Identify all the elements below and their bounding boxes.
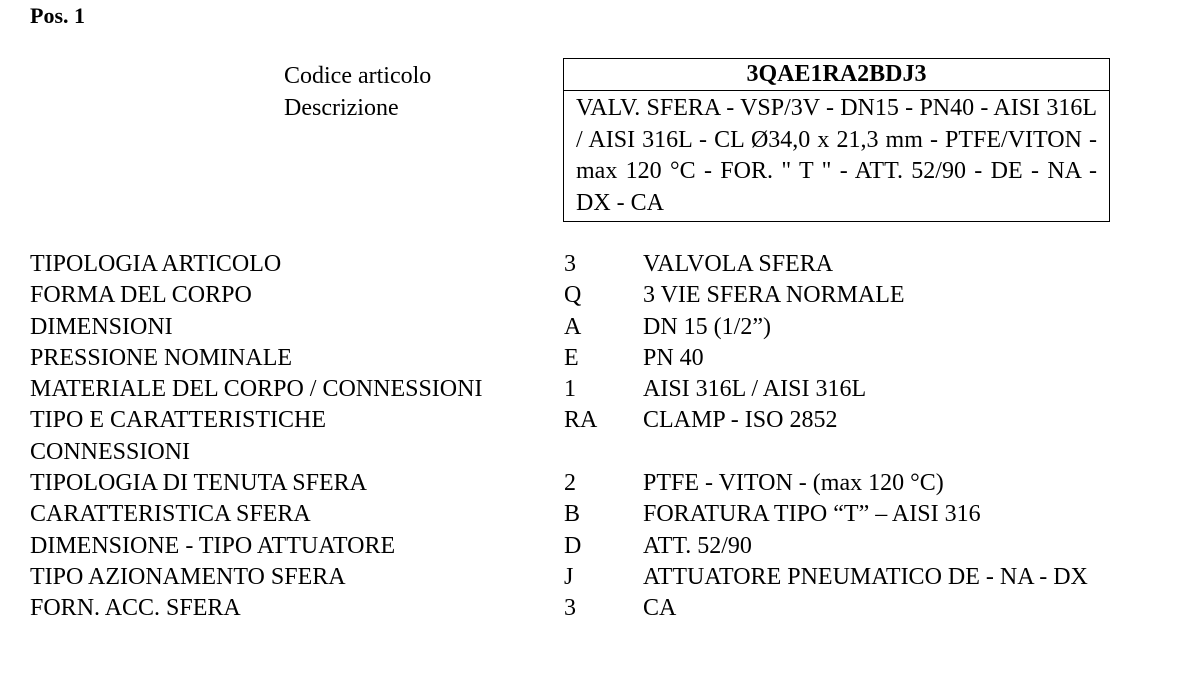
spec-value: ATTUATORE PNEUMATICO DE - NA - DX — [643, 563, 1088, 590]
spec-row — [30, 499, 1113, 530]
spec-code: D — [564, 532, 582, 559]
spec-code: 3 — [564, 595, 576, 622]
spec-row — [30, 374, 1113, 405]
spec-code: B — [564, 501, 581, 528]
spec-name: TIPOLOGIA DI TENUTA SFERA — [30, 470, 367, 497]
spec-value: PN 40 — [643, 344, 704, 371]
spec-code: RA — [564, 407, 598, 434]
article-code-label: Codice articolo — [284, 63, 432, 89]
spec-value: FORATURA TIPO “T” – AISI 316 — [643, 501, 981, 528]
article-description: VALV. SFERA - VSP/3V - DN15 - PN40 - AISI 316L / AISI 316L - CL Ø34,0 x 21,3 mm - PTFE/VITON - max 120 °C - FOR. " T " - ATT. 52/90 - DE - NA - DX - CA — [576, 95, 1097, 216]
spec-value: AISI 316L / AISI 316L — [643, 376, 867, 403]
spec-value: ATT. 52/90 — [643, 532, 752, 559]
spec-value: VALVOLA SFERA — [643, 251, 834, 277]
spec-code: J — [564, 563, 574, 590]
article-code: 3QAE1RA2BDJ3 — [564, 59, 1109, 91]
spec-code: E — [564, 344, 579, 371]
spec-row — [30, 593, 1113, 624]
description-label: Descrizione — [284, 95, 399, 121]
spec-row — [30, 531, 1113, 562]
spec-code: Q — [564, 282, 582, 309]
spec-name: PRESSIONE NOMINALE — [30, 344, 293, 371]
spec-code: 2 — [564, 470, 576, 497]
spec-row — [30, 280, 1113, 311]
field-labels — [284, 60, 431, 124]
spec-name: DIMENSIONI — [30, 313, 173, 340]
spec-row — [30, 405, 1113, 468]
spec-row — [30, 468, 1113, 499]
spec-code: 3 — [564, 251, 576, 277]
spec-row — [30, 562, 1113, 593]
spec-row — [30, 249, 1113, 280]
spec-row — [30, 343, 1113, 374]
spec-name: TIPO AZIONAMENTO SFERA — [30, 563, 346, 590]
spec-code: 1 — [564, 376, 576, 403]
spec-name: DIMENSIONE - TIPO ATTUATORE — [30, 532, 396, 559]
spec-value: CLAMP - ISO 2852 — [643, 407, 838, 434]
spec-name: TIPO E CARATTERISTICHE CONNESSIONI — [30, 407, 326, 465]
spec-row — [30, 312, 1113, 343]
spec-table — [30, 249, 1113, 625]
spec-value: DN 15 (1/2”) — [643, 313, 771, 340]
spec-name: FORMA DEL CORPO — [30, 282, 252, 309]
spec-name: TIPOLOGIA ARTICOLO — [30, 251, 282, 277]
position-title: Pos. 1 — [30, 3, 85, 28]
spec-name: FORN. ACC. SFERA — [30, 595, 241, 622]
article-box — [563, 58, 1110, 222]
spec-value: 3 VIE SFERA NORMALE — [643, 282, 905, 309]
spec-value: CA — [643, 595, 677, 622]
spec-name: MATERIALE DEL CORPO / CONNESSIONI — [30, 376, 483, 403]
spec-name: CARATTERISTICA SFERA — [30, 501, 311, 528]
spec-value: PTFE - VITON - (max 120 °C) — [643, 470, 944, 497]
spec-code: A — [564, 313, 582, 340]
